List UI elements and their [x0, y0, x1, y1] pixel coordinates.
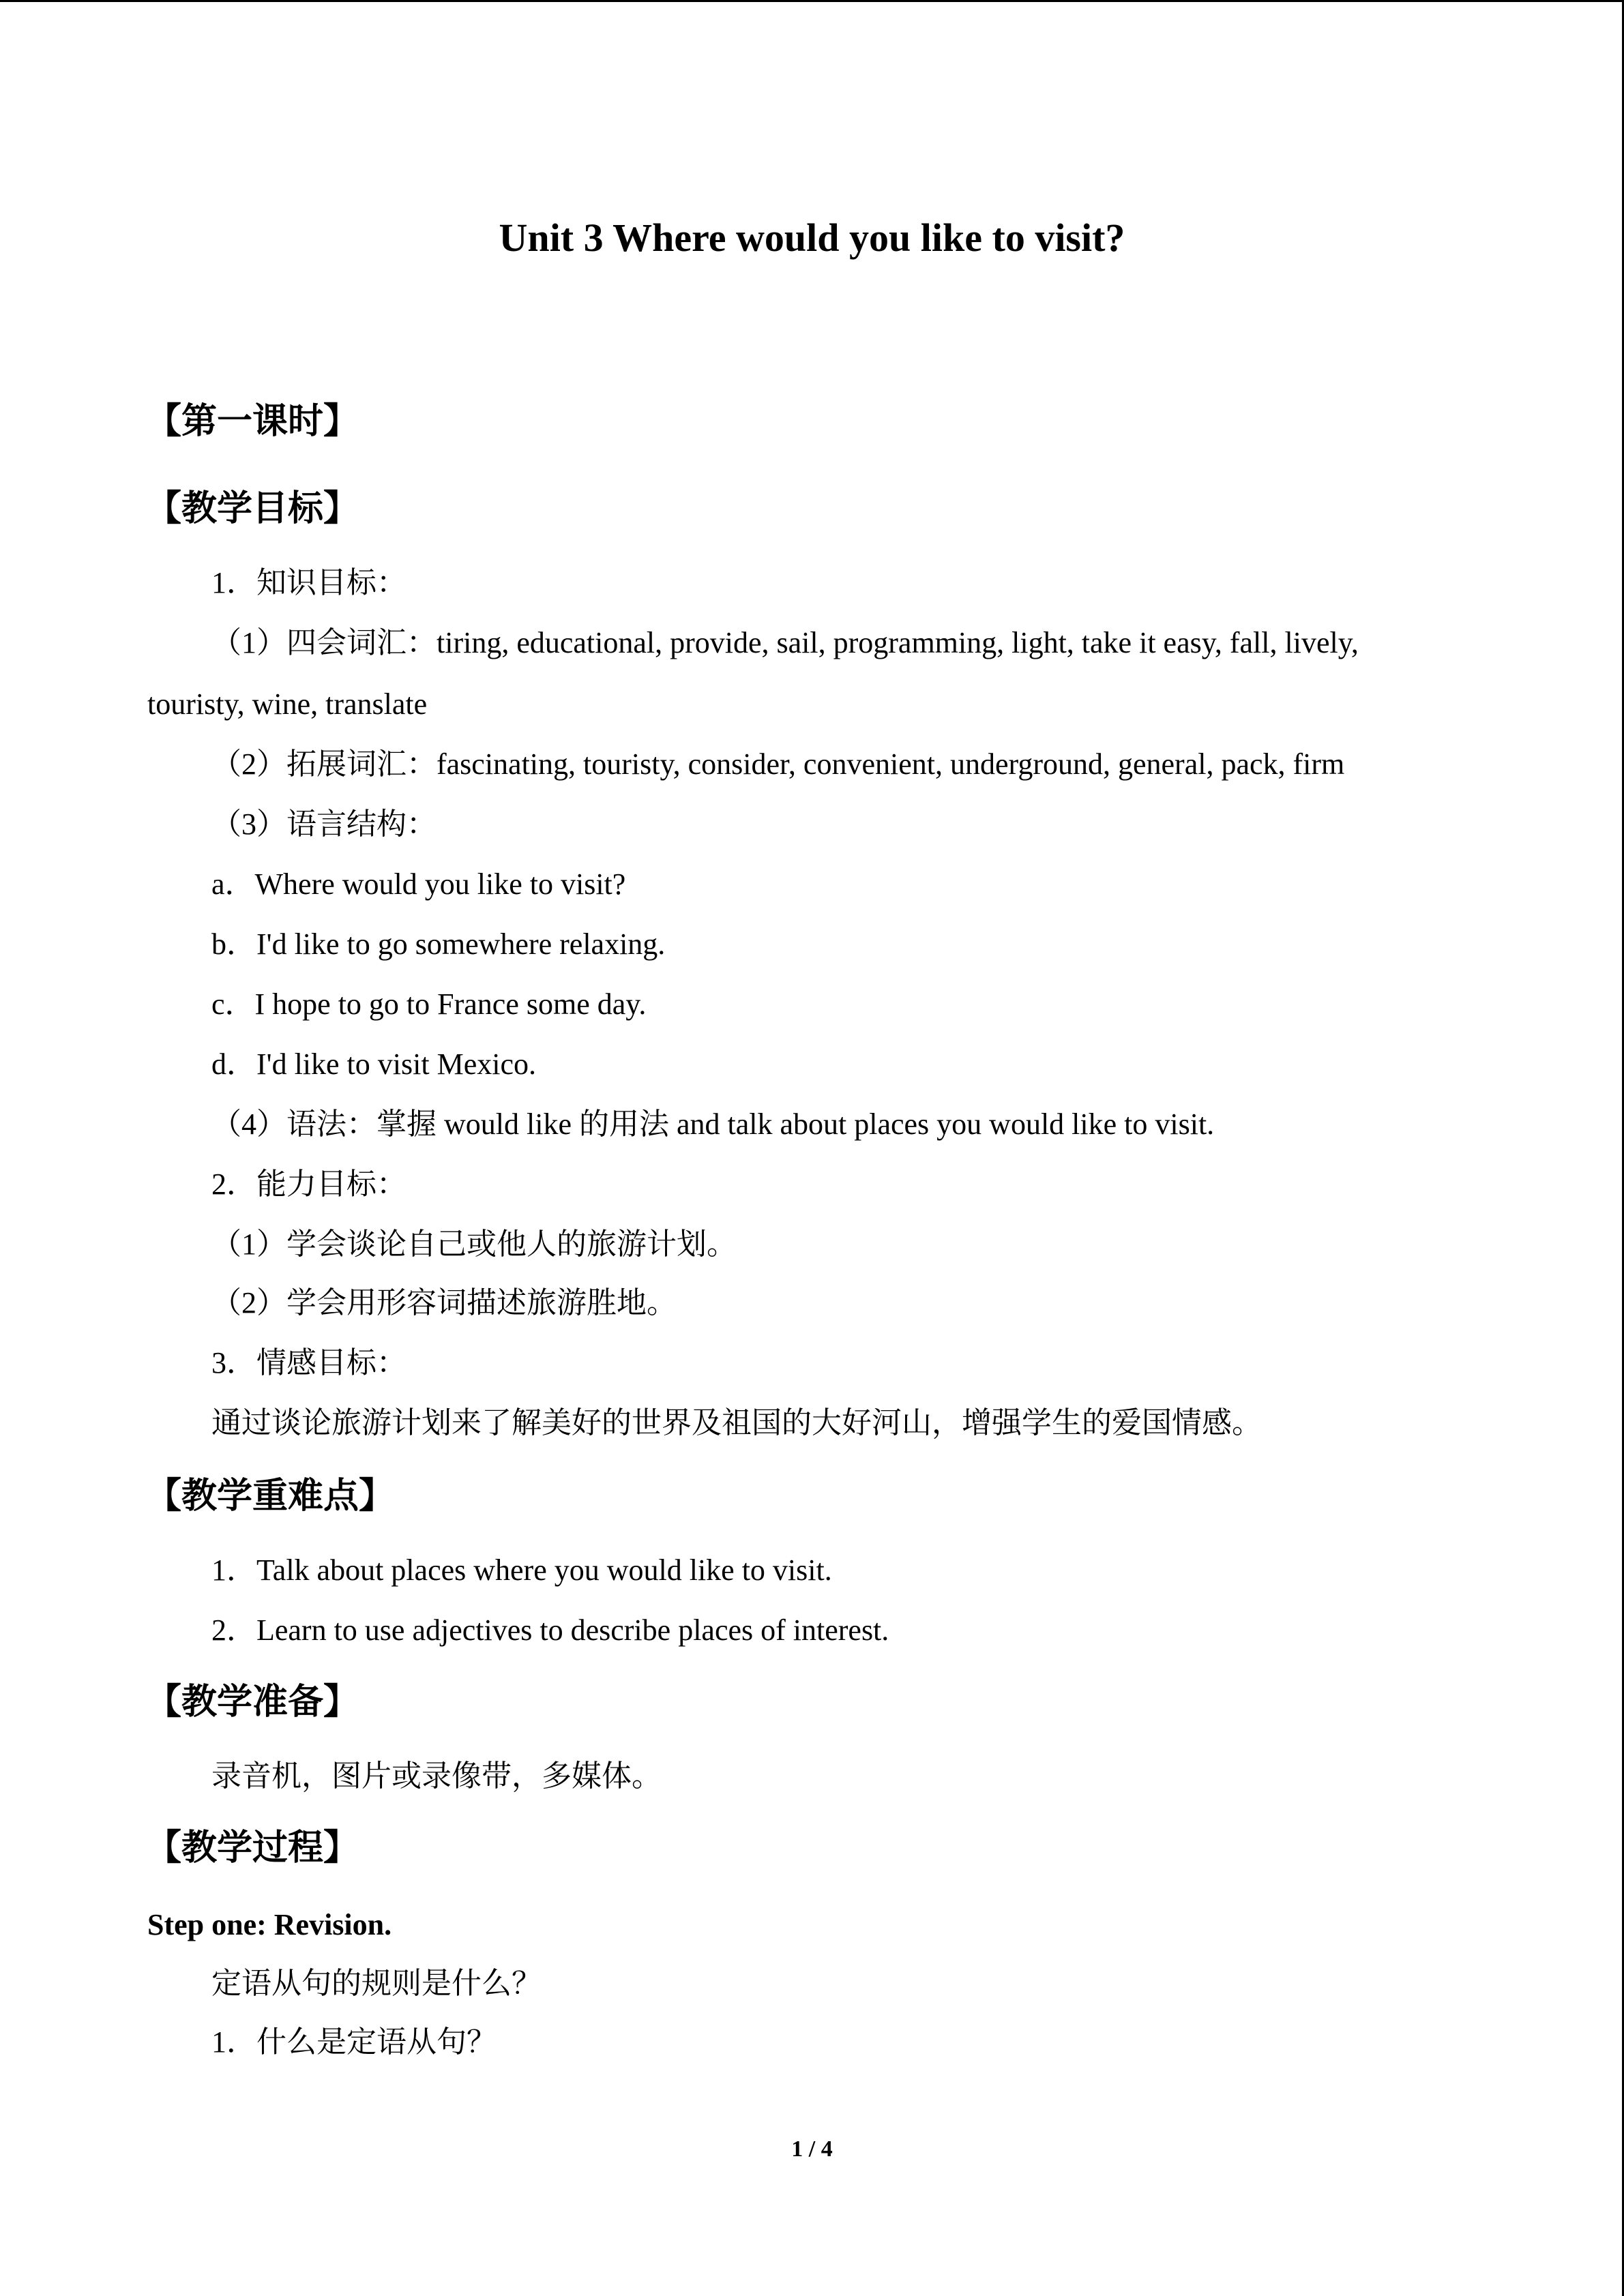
objective-ability: 2．能力目标： [211, 1167, 407, 1201]
objective-knowledge: 1．知识目标： [211, 566, 407, 599]
heading-key-points: 【教学重难点】 [146, 1476, 395, 1517]
heading-preparation: 【教学准备】 [146, 1682, 359, 1723]
revision-question-1: 1．什么是定语从句？ [211, 2025, 497, 2059]
preparation-text: 录音机，图片或录像带，多媒体。 [211, 1759, 662, 1793]
language-structures: （3）语言结构： [211, 807, 437, 841]
objective-emotion: 3．情感目标： [211, 1346, 407, 1380]
vocab-four-skills-line1: （1）四会词汇：tiring, educational, provide, sail, programming, light, take it easy, fall, lively, [211, 626, 1359, 659]
ability-item-2: （2）学会用形容词描述旅游胜地。 [211, 1286, 677, 1320]
structure-a: a．Where would you like to visit? [211, 867, 626, 901]
key-point-2: 2．Learn to use adjectives to describe places of interest. [211, 1613, 889, 1647]
structure-b: b．I'd like to go somewhere relaxing. [211, 927, 666, 961]
vocab-four-skills-line2: touristy, wine, translate [147, 687, 428, 721]
ability-item-1: （1）学会谈论自己或他人的旅游计划。 [211, 1227, 737, 1261]
page-number: 1 / 4 [791, 2136, 833, 2162]
heading-period: 【第一课时】 [146, 401, 359, 442]
heading-objectives: 【教学目标】 [146, 488, 359, 529]
structure-c: c．I hope to go to France some day. [211, 987, 647, 1021]
revision-question: 定语从句的规则是什么？ [211, 1967, 542, 2000]
document-title: Unit 3 Where would you like to visit? [499, 215, 1125, 260]
structure-d: d．I'd like to visit Mexico. [211, 1047, 536, 1081]
key-point-1: 1．Talk about places where you would like to visit. [211, 1553, 832, 1587]
grammar-objective: （4）语法：掌握 would like 的用法 and talk about places you would like to visit. [211, 1107, 1215, 1141]
step-one-heading: Step one: Revision. [147, 1908, 392, 1941]
heading-process: 【教学过程】 [146, 1828, 359, 1868]
emotion-text: 通过谈论旅游计划来了解美好的世界及祖国的大好河山，增强学生的爱国情感。 [211, 1406, 1262, 1440]
vocab-extended: （2）拓展词汇：fascinating, touristy, consider, convenient, underground, general, pack, firm [211, 747, 1345, 781]
